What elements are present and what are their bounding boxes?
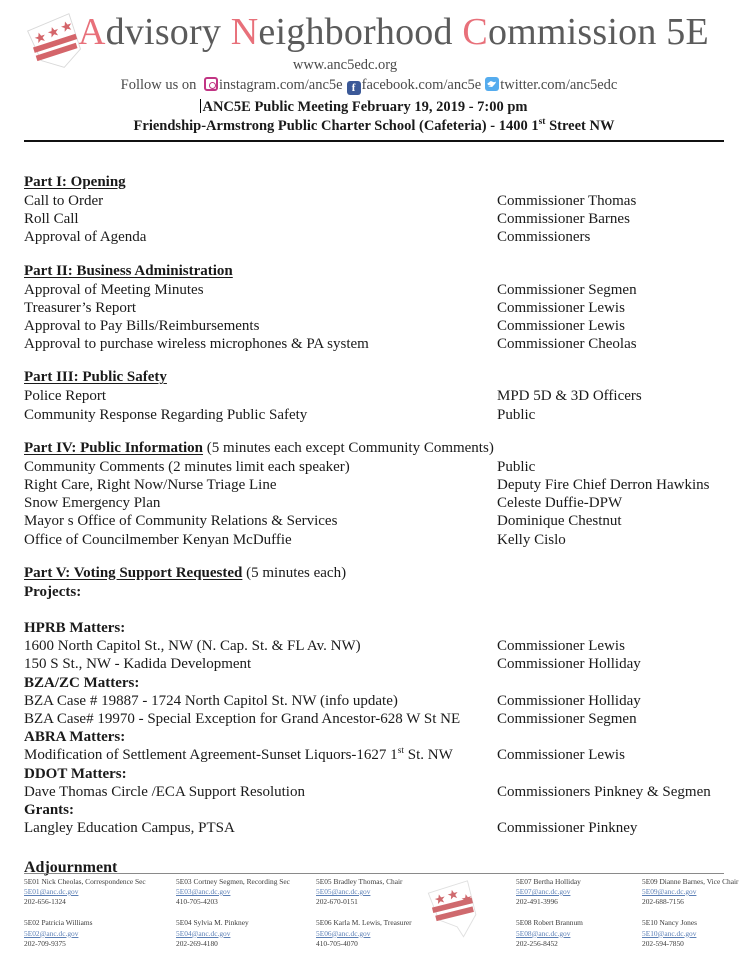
agenda-item-owner: Commissioner Thomas [497, 193, 637, 209]
commissioner-name: 5E06 Karla M. Lewis, Treasurer [316, 918, 412, 928]
commissioner-contact-grid [24, 876, 739, 960]
agenda-row [24, 746, 724, 764]
document-footer [0, 873, 748, 960]
commissioner-phone: 410-705-4070 [316, 938, 358, 948]
agenda-row [24, 192, 724, 210]
venue-text-post: Street NW [545, 118, 615, 134]
section-heading-text: Part I: Opening [24, 174, 126, 190]
agenda-item-label: BZA Case # 19887 - 1724 North Capitol St. NW (info update) [24, 692, 398, 709]
commissioner-email-link[interactable]: 5E08@anc.dc.gov [516, 928, 571, 938]
agenda-item-owner: Dominique Chestnut [497, 513, 622, 530]
agenda-item-label: Langley Education Campus, PTSA [24, 820, 235, 837]
commissioner-name: 5E04 Sylvia M. Pinkney [176, 918, 249, 928]
agenda-item-owner: Celeste Duffie-DPW [497, 495, 623, 512]
agenda-item-owner: Commissioner Holliday [497, 656, 641, 673]
agenda-row [24, 783, 724, 801]
instagram-icon[interactable] [204, 77, 218, 91]
agenda-item-owner: Commissioner Lewis [497, 638, 625, 655]
agenda-item-label: 1600 North Capitol St., NW (N. Cap. St. & FL Av. NW) [24, 638, 361, 655]
agenda-item-owner: Commissioners [497, 229, 591, 246]
commissioner-phone: 202-269-4180 [176, 938, 218, 948]
commissioner-email-link[interactable]: 5E02@anc.dc.gov [24, 928, 79, 938]
footer-column-3 [316, 877, 516, 960]
title-word-neighborhood: eighborhood [258, 11, 463, 53]
agenda-row [24, 317, 724, 335]
agenda-row [24, 387, 724, 405]
commissioner-contact [316, 877, 516, 908]
section-part-3 [24, 369, 724, 423]
agenda-item-owner: Commissioner Lewis [497, 747, 625, 764]
agenda-row [24, 281, 724, 299]
agenda-row [24, 655, 724, 673]
section-heading [24, 174, 724, 191]
meeting-venue-line [0, 118, 748, 135]
section-heading [24, 369, 724, 386]
agenda-row [24, 476, 724, 494]
agenda-item-label [24, 746, 497, 764]
title-word-commission: ommission 5E [487, 11, 709, 53]
agenda-item-label: Call to Order [24, 193, 104, 209]
website-url: www.anc5edc.org [292, 57, 398, 73]
commissioner-name: 5E08 Robert Brannum [516, 918, 583, 928]
agenda-row [24, 637, 724, 655]
section-part-4 [24, 440, 724, 549]
agenda-item-label: BZA Case# 19970 - Special Exception for Grand Ancestor-628 W St NE [24, 711, 461, 728]
commissioner-email-link[interactable]: 5E04@anc.dc.gov [176, 928, 231, 938]
group-label-hprb: HPRB Matters: [24, 620, 126, 637]
commissioner-email-link[interactable]: 5E09@anc.dc.gov [642, 886, 697, 896]
venue-ordinal-suffix: st [538, 117, 546, 128]
agenda-item-label: 150 S St., NW - Kadida Development [24, 656, 252, 673]
agenda-item-owner: Commissioner Lewis [497, 318, 625, 335]
footer-column-1 [24, 877, 176, 960]
agenda-row [24, 335, 724, 353]
agenda-row [24, 819, 724, 837]
commissioner-email-link[interactable]: 5E07@anc.dc.gov [516, 886, 571, 896]
agenda-row [24, 692, 724, 710]
agenda-item-label: Approval to Pay Bills/Reimbursements [24, 318, 260, 335]
title-cap-c: C [462, 11, 488, 53]
commissioner-name: 5E10 Nancy Jones [642, 918, 698, 928]
twitter-icon[interactable] [485, 77, 499, 91]
agenda-item-owner: Commissioners Pinkney & Segmen [497, 783, 711, 800]
group-label-ddot: DDOT Matters: [24, 765, 127, 782]
commissioner-email-link[interactable]: 5E10@anc.dc.gov [642, 928, 697, 938]
commissioner-contact [516, 877, 642, 908]
agenda-item-owner: Deputy Fire Chief Derron Hawkins [497, 477, 710, 494]
agenda-item-label: Dave Thomas Circle /ECA Support Resolution [24, 783, 305, 800]
commissioner-contact [176, 877, 316, 908]
document-header [0, 0, 748, 158]
agenda-item-label: Approval of Meeting Minutes [24, 281, 204, 298]
follow-us-label: Follow us on [120, 77, 201, 93]
section-heading-note: (5 minutes each) [242, 564, 347, 581]
agenda-item-owner: Commissioner Holliday [497, 692, 641, 709]
agenda-row [24, 710, 724, 728]
agenda-item-owner: Kelly Cislo [497, 531, 566, 548]
agenda-item-owner: Public [497, 458, 536, 475]
agenda-item-label-pre: Modification of Settlement Agreement-Sunset Liquors-1627 1 [24, 747, 398, 764]
title-cap-a: A [78, 11, 106, 53]
commissioner-name: 5E03 Cortney Segmen, Recording Sec [176, 876, 290, 886]
section-heading-text: Part IV: Public Information [24, 439, 204, 456]
agenda-row [24, 531, 724, 549]
section-heading-text: Part III: Public Safety [24, 369, 167, 386]
header-divider [24, 140, 724, 142]
projects-label: Projects: [24, 583, 82, 600]
agenda-item-owner: Commissioner Cheolas [497, 336, 637, 353]
commissioner-email-link[interactable]: 5E05@anc.dc.gov [316, 886, 371, 896]
address-ordinal-suffix: st [397, 746, 405, 757]
commissioner-name: 5E09 Dianne Barnes, Vice Chair [642, 876, 739, 886]
agenda-row [24, 228, 724, 246]
agenda-item-label: Police Report [24, 388, 107, 405]
adjournment-heading: Adjournment [24, 859, 118, 877]
twitter-handle[interactable]: twitter.com/anc5edc [500, 77, 618, 93]
title-cap-n: N [230, 11, 259, 53]
commissioner-contact [24, 918, 176, 949]
agenda-item-label: Snow Emergency Plan [24, 495, 161, 512]
agenda-item-label: Approval of Agenda [24, 229, 147, 246]
commissioner-name: 5E02 Patricia Williams [24, 918, 93, 928]
agenda-row [24, 494, 724, 512]
facebook-icon[interactable]: f [347, 81, 361, 95]
commissioner-contact [516, 918, 642, 949]
agenda-row [24, 406, 724, 424]
section-heading-text: Part II: Business Administration [24, 262, 233, 279]
venue-text-pre: Friendship-Armstrong Public Charter School (Cafeteria) - 1400 1 [133, 118, 539, 134]
section-heading [24, 263, 724, 280]
title-word-advisory: dvisory [105, 11, 231, 53]
agenda-item-owner: Commissioner Barnes [497, 211, 630, 228]
commissioner-contact [176, 918, 316, 949]
commissioner-contact [316, 918, 516, 949]
agenda-item-label: Office of Councilmember Kenyan McDuffie [24, 531, 292, 548]
commissioner-name: 5E05 Bradley Thomas, Chair [316, 876, 403, 886]
commissioner-phone: 202-670-0151 [316, 897, 358, 907]
commissioner-name: 5E01 Nick Cheolas, Correspondence Sec [24, 876, 146, 886]
section-part-1 [24, 174, 724, 247]
commissioner-phone: 202-491-3996 [516, 897, 558, 907]
agenda-item-label: Mayor s Office of Community Relations & Services [24, 513, 338, 530]
group-label-bza-zc: BZA/ZC Matters: [24, 674, 140, 691]
agenda-item-label: Approval to purchase wireless microphones & PA system [24, 336, 369, 353]
agenda-item-label: Right Care, Right Now/Nurse Triage Line [24, 477, 277, 494]
agenda-body [0, 174, 748, 877]
agenda-item-owner: Commissioner Segmen [497, 711, 637, 728]
commissioner-phone: 202-256-8452 [516, 938, 558, 948]
commissioner-name: 5E07 Bertha Holliday [516, 876, 581, 886]
footer-column-4 [516, 877, 642, 960]
agenda-item-label: Community Response Regarding Public Safety [24, 406, 308, 423]
agenda-item-owner: Commissioner Segmen [497, 281, 637, 298]
commissioner-phone: 202-656-1324 [24, 897, 66, 907]
commissioner-email-link[interactable]: 5E01@anc.dc.gov [24, 886, 79, 896]
instagram-handle[interactable]: instagram.com/anc5e [219, 77, 343, 93]
dc-flag-logo-icon [24, 12, 86, 74]
section-heading [24, 440, 724, 457]
agenda-row [24, 512, 724, 530]
agenda-item-label: Community Comments (2 minutes limit each speaker) [24, 458, 350, 475]
agenda-item-owner: Commissioner Lewis [497, 299, 625, 316]
agenda-item-owner: Commissioner Pinkney [497, 820, 638, 837]
commissioner-phone: 202-709-9375 [24, 938, 66, 948]
page-title [0, 8, 748, 56]
agenda-item-label-post: St. NW [404, 747, 453, 764]
section-part-5 [24, 565, 724, 838]
group-label-grants: Grants: [24, 802, 74, 819]
agenda-row [24, 299, 724, 317]
footer-divider [24, 873, 724, 874]
agenda-item-owner: MPD 5D & 3D Officers [497, 388, 642, 405]
agenda-row [24, 458, 724, 476]
section-part-2 [24, 263, 724, 354]
agenda-row [24, 210, 724, 228]
commissioner-email-link[interactable]: 5E03@anc.dc.gov [176, 886, 231, 896]
section-heading-note: (5 minutes each except Community Comments) [203, 439, 494, 456]
commissioner-contact [642, 918, 748, 949]
agenda-item-owner: Public [497, 406, 536, 423]
agenda-item-label: Treasurer’s Report [24, 299, 137, 316]
commissioner-email-link[interactable]: 5E06@anc.dc.gov [316, 928, 371, 938]
footer-column-2 [176, 877, 316, 960]
social-links-row [0, 77, 748, 95]
dc-flag-footer-icon [422, 879, 484, 941]
commissioner-phone: 202-594-7850 [642, 938, 684, 948]
commissioner-phone: 202-688-7156 [642, 897, 684, 907]
footer-column-5 [642, 877, 748, 960]
commissioner-contact [642, 877, 748, 908]
section-heading [24, 565, 724, 582]
section-heading-text: Part V: Voting Support Requested [24, 564, 243, 581]
commissioner-phone: 410-705-4203 [176, 897, 218, 907]
meeting-title-text: ANC5E Public Meeting February 19, 2019 - 7:00 pm [202, 99, 528, 115]
facebook-handle[interactable]: facebook.com/anc5e [361, 77, 482, 93]
group-label-abra: ABRA Matters: [24, 729, 126, 746]
commissioner-contact [24, 877, 176, 908]
meeting-title-line [0, 99, 748, 116]
agenda-item-label: Roll Call [24, 211, 79, 228]
